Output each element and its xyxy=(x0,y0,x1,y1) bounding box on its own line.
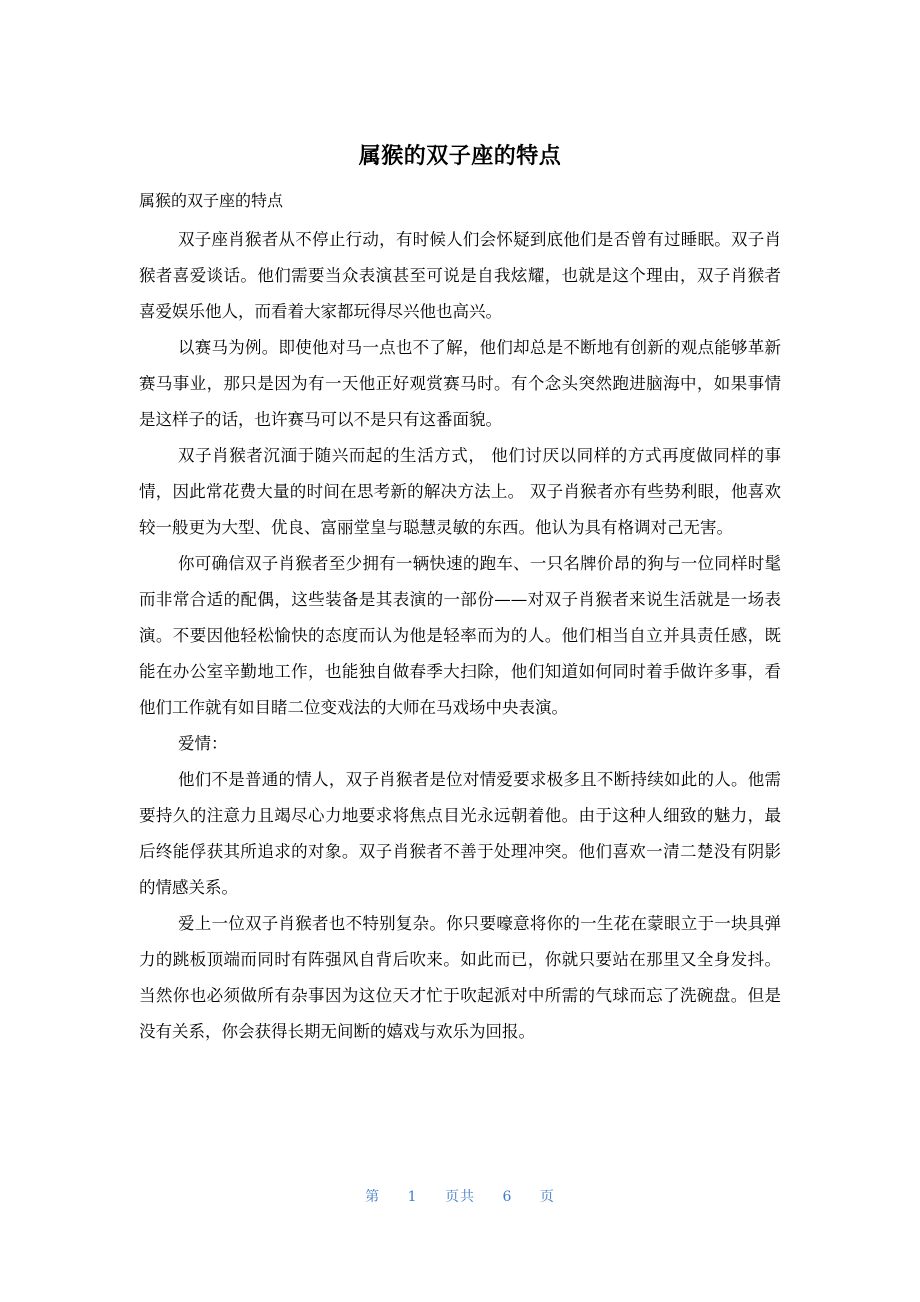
footer-prefix: 第 xyxy=(365,1189,381,1205)
paragraph: 双子座肖猴者从不停止行动，有时候人们会怀疑到底他们是否曾有过睡眠。双子肖猴者喜爱谈话。他们需要当众表演甚至可说是自我炫耀，也就是这个理由，双子肖猴者喜爱娱乐他人，而看着大家都玩得尽兴他也高兴。 xyxy=(139,230,781,321)
document-title: 属猴的双子座的特点 xyxy=(358,144,562,169)
paragraph: 以赛马为例。即使他对马一点也不了解，他们却总是不断地有创新的观点能够革新赛马事业，那只是因为有一天他正好观赏赛马时。有个念头突然跑进脑海中，如果事情是这样子的话，也许赛马可以不是只有这番面貌。 xyxy=(139,338,781,429)
footer-middle: 页共 xyxy=(445,1189,475,1205)
paragraph: 你可确信双子肖猴者至少拥有一辆快速的跑车、一只名牌价昂的狗与一位同样时髦而非常合适的配偶，这些装备是其表演的一部份——对双子肖猴者来说生活就是一场表演。不要因他轻松愉快的态度而认为他是轻率而为的人。他们相当自立并具责任感，既能在办公室辛勤地工作，也能独自做春季大扫除，他们知道如何同时着手做许多事，看他们工作就有如目睹二位变戏法的大师在马戏场中央表演。 xyxy=(139,554,781,717)
page-footer xyxy=(0,1186,920,1208)
paragraph: 双子肖猴者沉湎于随兴而起的生活方式， 他们讨厌以同样的方式再度做同样的事情，因此常花费大量的时间在思考新的解决方法上。 双子肖猴者亦有些势利眼，他喜欢较一般更为大型、优良、富丽堂皇与聪慧灵敏的东西。他认为具有格调对己无害。 xyxy=(139,446,781,537)
section-heading-love: 爱情： xyxy=(178,734,228,753)
paragraph: 他们不是普通的情人，双子肖猴者是位对情爱要求极多且不断持续如此的人。他需要持久的注意力且竭尽心力地要求将焦点目光永远朝着他。由于这种人细致的魅力，最后终能俘获其所追求的对象。双子肖猴者不善于处理冲突。他们喜欢一清二楚没有阴影的情感关系。 xyxy=(139,770,781,897)
footer-page-number: 1 xyxy=(407,1189,418,1205)
footer-suffix: 页 xyxy=(539,1189,555,1205)
document-subtitle: 属猴的双子座的特点 xyxy=(139,191,284,210)
document-body xyxy=(139,222,781,1050)
paragraph: 爱上一位双子肖猴者也不特别复杂。你只要嚎意将你的一生花在蒙眼立于一块具弹力的跳板顶端而同时有阵强风自背后吹来。如此而已，你就只要站在那里又全身发抖。当然你也必须做所有杂事因为这位天才忙于吹起派对中所需的气球而忘了洗碗盘。但是没有关系，你会获得长期无间断的嬉戏与欢乐为回报。 xyxy=(139,914,781,1041)
footer-total-pages: 6 xyxy=(502,1189,513,1205)
